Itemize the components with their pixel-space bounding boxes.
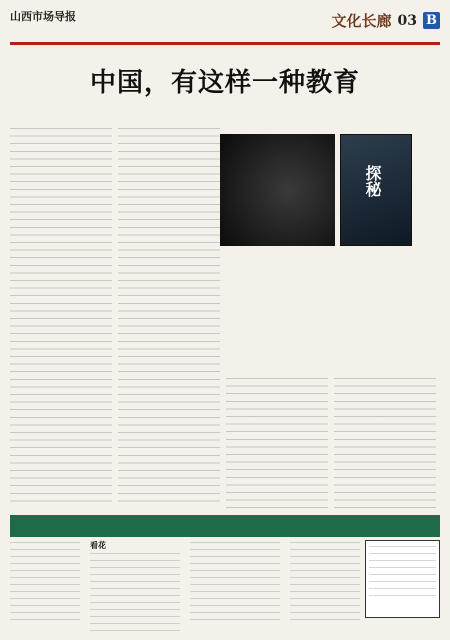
lower-block-3 bbox=[190, 540, 280, 635]
lower-section bbox=[10, 540, 440, 635]
section-banner bbox=[10, 515, 440, 537]
lower-block-4 bbox=[290, 540, 360, 635]
paper-name-block bbox=[10, 8, 76, 27]
lower-block-2 bbox=[90, 540, 180, 635]
body-column-2 bbox=[118, 128, 220, 508]
section-title: 文化长廊 bbox=[331, 12, 392, 30]
book-cover-title: 探秘 bbox=[363, 165, 382, 197]
masthead bbox=[10, 8, 440, 45]
page-number: 03 bbox=[397, 12, 417, 29]
article-headline: 中国，有这样一种教育 bbox=[89, 68, 360, 98]
page-letter: B bbox=[423, 12, 440, 29]
lower-block-1 bbox=[10, 540, 80, 635]
body-column-4 bbox=[334, 378, 436, 508]
section-header bbox=[332, 10, 441, 31]
article-photo bbox=[220, 134, 335, 246]
body-column-1 bbox=[10, 128, 112, 508]
lower-heading-2: 看花 bbox=[90, 540, 106, 550]
paper-name: 山西市场导报 bbox=[10, 10, 76, 23]
body-column-3 bbox=[226, 378, 328, 508]
lower-block-5 bbox=[365, 540, 440, 635]
book-cover-image bbox=[340, 134, 412, 246]
